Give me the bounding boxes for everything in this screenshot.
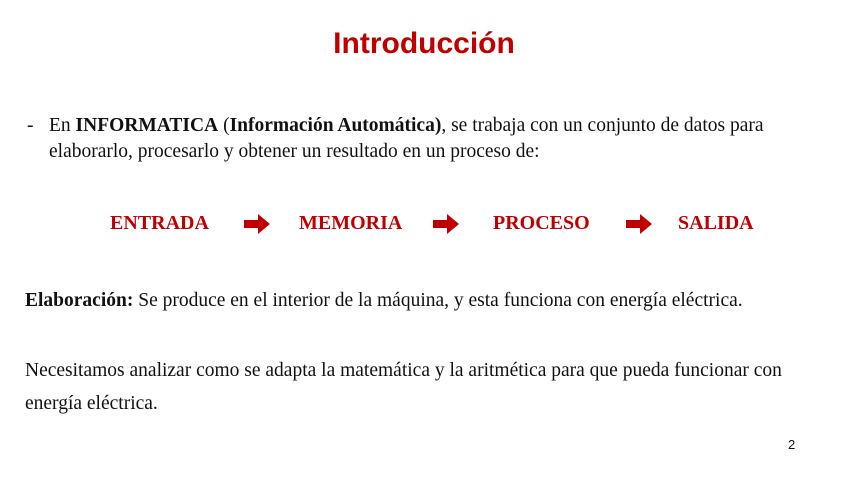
flow-step-salida: SALIDA	[678, 212, 754, 234]
bullet-item	[27, 113, 837, 165]
term-informatica: INFORMATICA	[75, 115, 219, 136]
term-informacion-automatica: Información Automática)	[229, 115, 442, 136]
bullet-paren: (	[218, 115, 230, 136]
bullet-prefix: En	[49, 115, 76, 136]
right-arrow-icon	[433, 214, 459, 234]
elaboracion-text: Se produce en el interior de la máquina, y esta funciona con energía eléctrica.	[133, 290, 743, 311]
slide-title: Introducción	[333, 27, 515, 60]
elaboracion-paragraph	[25, 284, 825, 317]
flow-step-memoria: MEMORIA	[299, 212, 403, 234]
bullet-dash: -	[27, 115, 34, 136]
process-flow	[0, 208, 848, 240]
flow-step-entrada: ENTRADA	[110, 212, 209, 234]
elaboracion-label: Elaboración:	[25, 290, 134, 311]
right-arrow-icon	[244, 214, 270, 234]
bullet-rest: , se trabaja con un conjunto de datos para elaborarlo, procesarlo y obtener un resultado en un proceso de:	[49, 115, 764, 162]
body-paragraph: Necesitamos analizar como se adapta la matemática y la aritmética para que pueda funcionar con energía eléctrica.	[25, 360, 782, 414]
right-arrow-icon	[626, 214, 652, 234]
page-number: 2	[788, 437, 796, 452]
bullet-text	[49, 113, 837, 165]
flow-step-proceso: PROCESO	[493, 212, 590, 234]
